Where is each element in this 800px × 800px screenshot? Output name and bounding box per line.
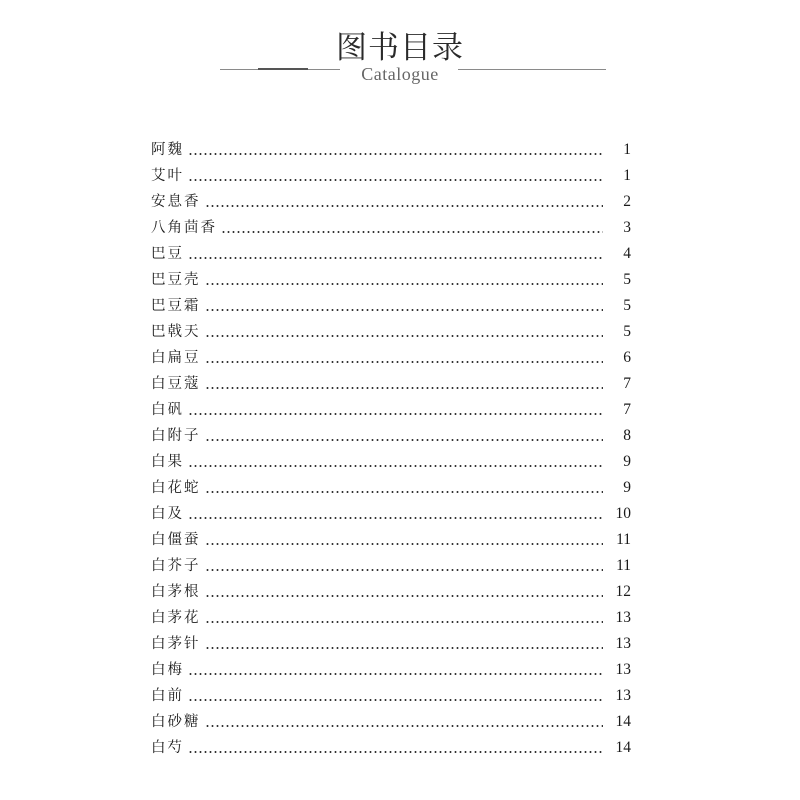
toc-entry [151,628,631,654]
toc-entry-page: 9 [623,453,631,470]
toc-dot-leader [205,647,604,649]
toc-entry-page: 3 [623,219,631,236]
toc-dot-leader [205,283,604,285]
toc-entry-name: 白花蛇 [151,480,201,496]
toc-entry-page: 14 [615,739,631,756]
toc-entry-page: 14 [615,713,631,730]
toc-entry [151,498,631,524]
toc-dot-leader [205,205,604,207]
toc-entry [151,316,631,342]
toc-entry-name: 白茅针 [151,636,201,652]
page-subtitle: Catalogue [361,64,439,84]
toc-dot-leader [188,699,603,701]
toc-entry-name: 白茅花 [151,610,201,626]
toc-dot-leader [205,335,604,337]
toc-entry-name: 白豆蔻 [151,376,201,392]
toc-entry-page: 6 [623,349,631,366]
toc-entry [151,732,631,758]
toc-entry-page: 5 [623,297,631,314]
toc-dot-leader [188,465,603,467]
toc-dot-leader [188,751,603,753]
toc-entry-name: 白梅 [151,662,184,678]
toc-entry [151,446,631,472]
toc-entry-page: 9 [623,479,631,496]
toc-dot-leader [205,543,604,545]
toc-entry [151,186,631,212]
toc-entry-name: 白扁豆 [151,350,201,366]
toc-dot-leader [205,439,604,441]
table-of-contents [151,134,631,758]
toc-entry-name: 巴豆霜 [151,298,201,314]
toc-entry-name: 巴戟天 [151,324,201,340]
toc-entry-page: 2 [623,193,631,210]
toc-entry-page: 11 [616,557,631,574]
toc-entry [151,680,631,706]
toc-entry-name: 白前 [151,688,184,704]
toc-dot-leader [205,361,604,363]
toc-entry [151,342,631,368]
toc-dot-leader [205,621,604,623]
toc-entry [151,472,631,498]
toc-entry [151,420,631,446]
toc-entry-page: 13 [615,609,631,626]
toc-entry-page: 13 [615,661,631,678]
toc-entry-name: 白矾 [151,402,184,418]
toc-entry [151,524,631,550]
toc-entry [151,160,631,186]
toc-entry-page: 7 [623,375,631,392]
toc-entry [151,212,631,238]
toc-entry-name: 白芍 [151,740,184,756]
toc-entry-name: 白附子 [151,428,201,444]
toc-entry [151,238,631,264]
toc-dot-leader [205,387,604,389]
toc-entry [151,264,631,290]
toc-entry [151,654,631,680]
toc-entry-page: 13 [615,687,631,704]
toc-dot-leader [205,491,604,493]
toc-entry [151,706,631,732]
toc-entry-page: 1 [623,167,631,184]
toc-entry-name: 巴豆 [151,246,184,262]
toc-entry-page: 4 [623,245,631,262]
toc-entry [151,290,631,316]
page-title: 图书目录 [336,30,464,66]
toc-entry-name: 白果 [151,454,184,470]
toc-entry-page: 11 [616,531,631,548]
toc-entry-page: 13 [615,635,631,652]
toc-entry-page: 8 [623,427,631,444]
toc-entry [151,550,631,576]
toc-entry-name: 白及 [151,506,184,522]
toc-entry-name: 白芥子 [151,558,201,574]
toc-entry-page: 7 [623,401,631,418]
toc-entry-name: 阿魏 [151,142,184,158]
toc-dot-leader [221,231,603,233]
toc-entry-page: 5 [623,271,631,288]
toc-entry-name: 白僵蚕 [151,532,201,548]
toc-dot-leader [205,595,604,597]
toc-entry-name: 安息香 [151,194,201,210]
toc-entry [151,602,631,628]
toc-entry [151,394,631,420]
toc-dot-leader [205,569,604,571]
toc-entry [151,576,631,602]
toc-entry-page: 5 [623,323,631,340]
toc-entry-name: 巴豆壳 [151,272,201,288]
toc-dot-leader [188,257,603,259]
toc-entry [151,134,631,160]
toc-entry-page: 1 [623,141,631,158]
toc-entry-page: 10 [615,505,631,522]
toc-dot-leader [188,413,603,415]
toc-entry-name: 艾叶 [151,168,184,184]
toc-dot-leader [205,725,604,727]
toc-dot-leader [188,517,603,519]
toc-entry-name: 八角茴香 [151,220,217,236]
toc-dot-leader [188,673,603,675]
toc-entry-page: 12 [615,583,631,600]
toc-dot-leader [205,309,604,311]
toc-entry [151,368,631,394]
toc-dot-leader [188,179,603,181]
page-header [0,0,800,100]
toc-entry-name: 白茅根 [151,584,201,600]
toc-entry-name: 白砂糖 [151,714,201,730]
toc-dot-leader [188,153,603,155]
